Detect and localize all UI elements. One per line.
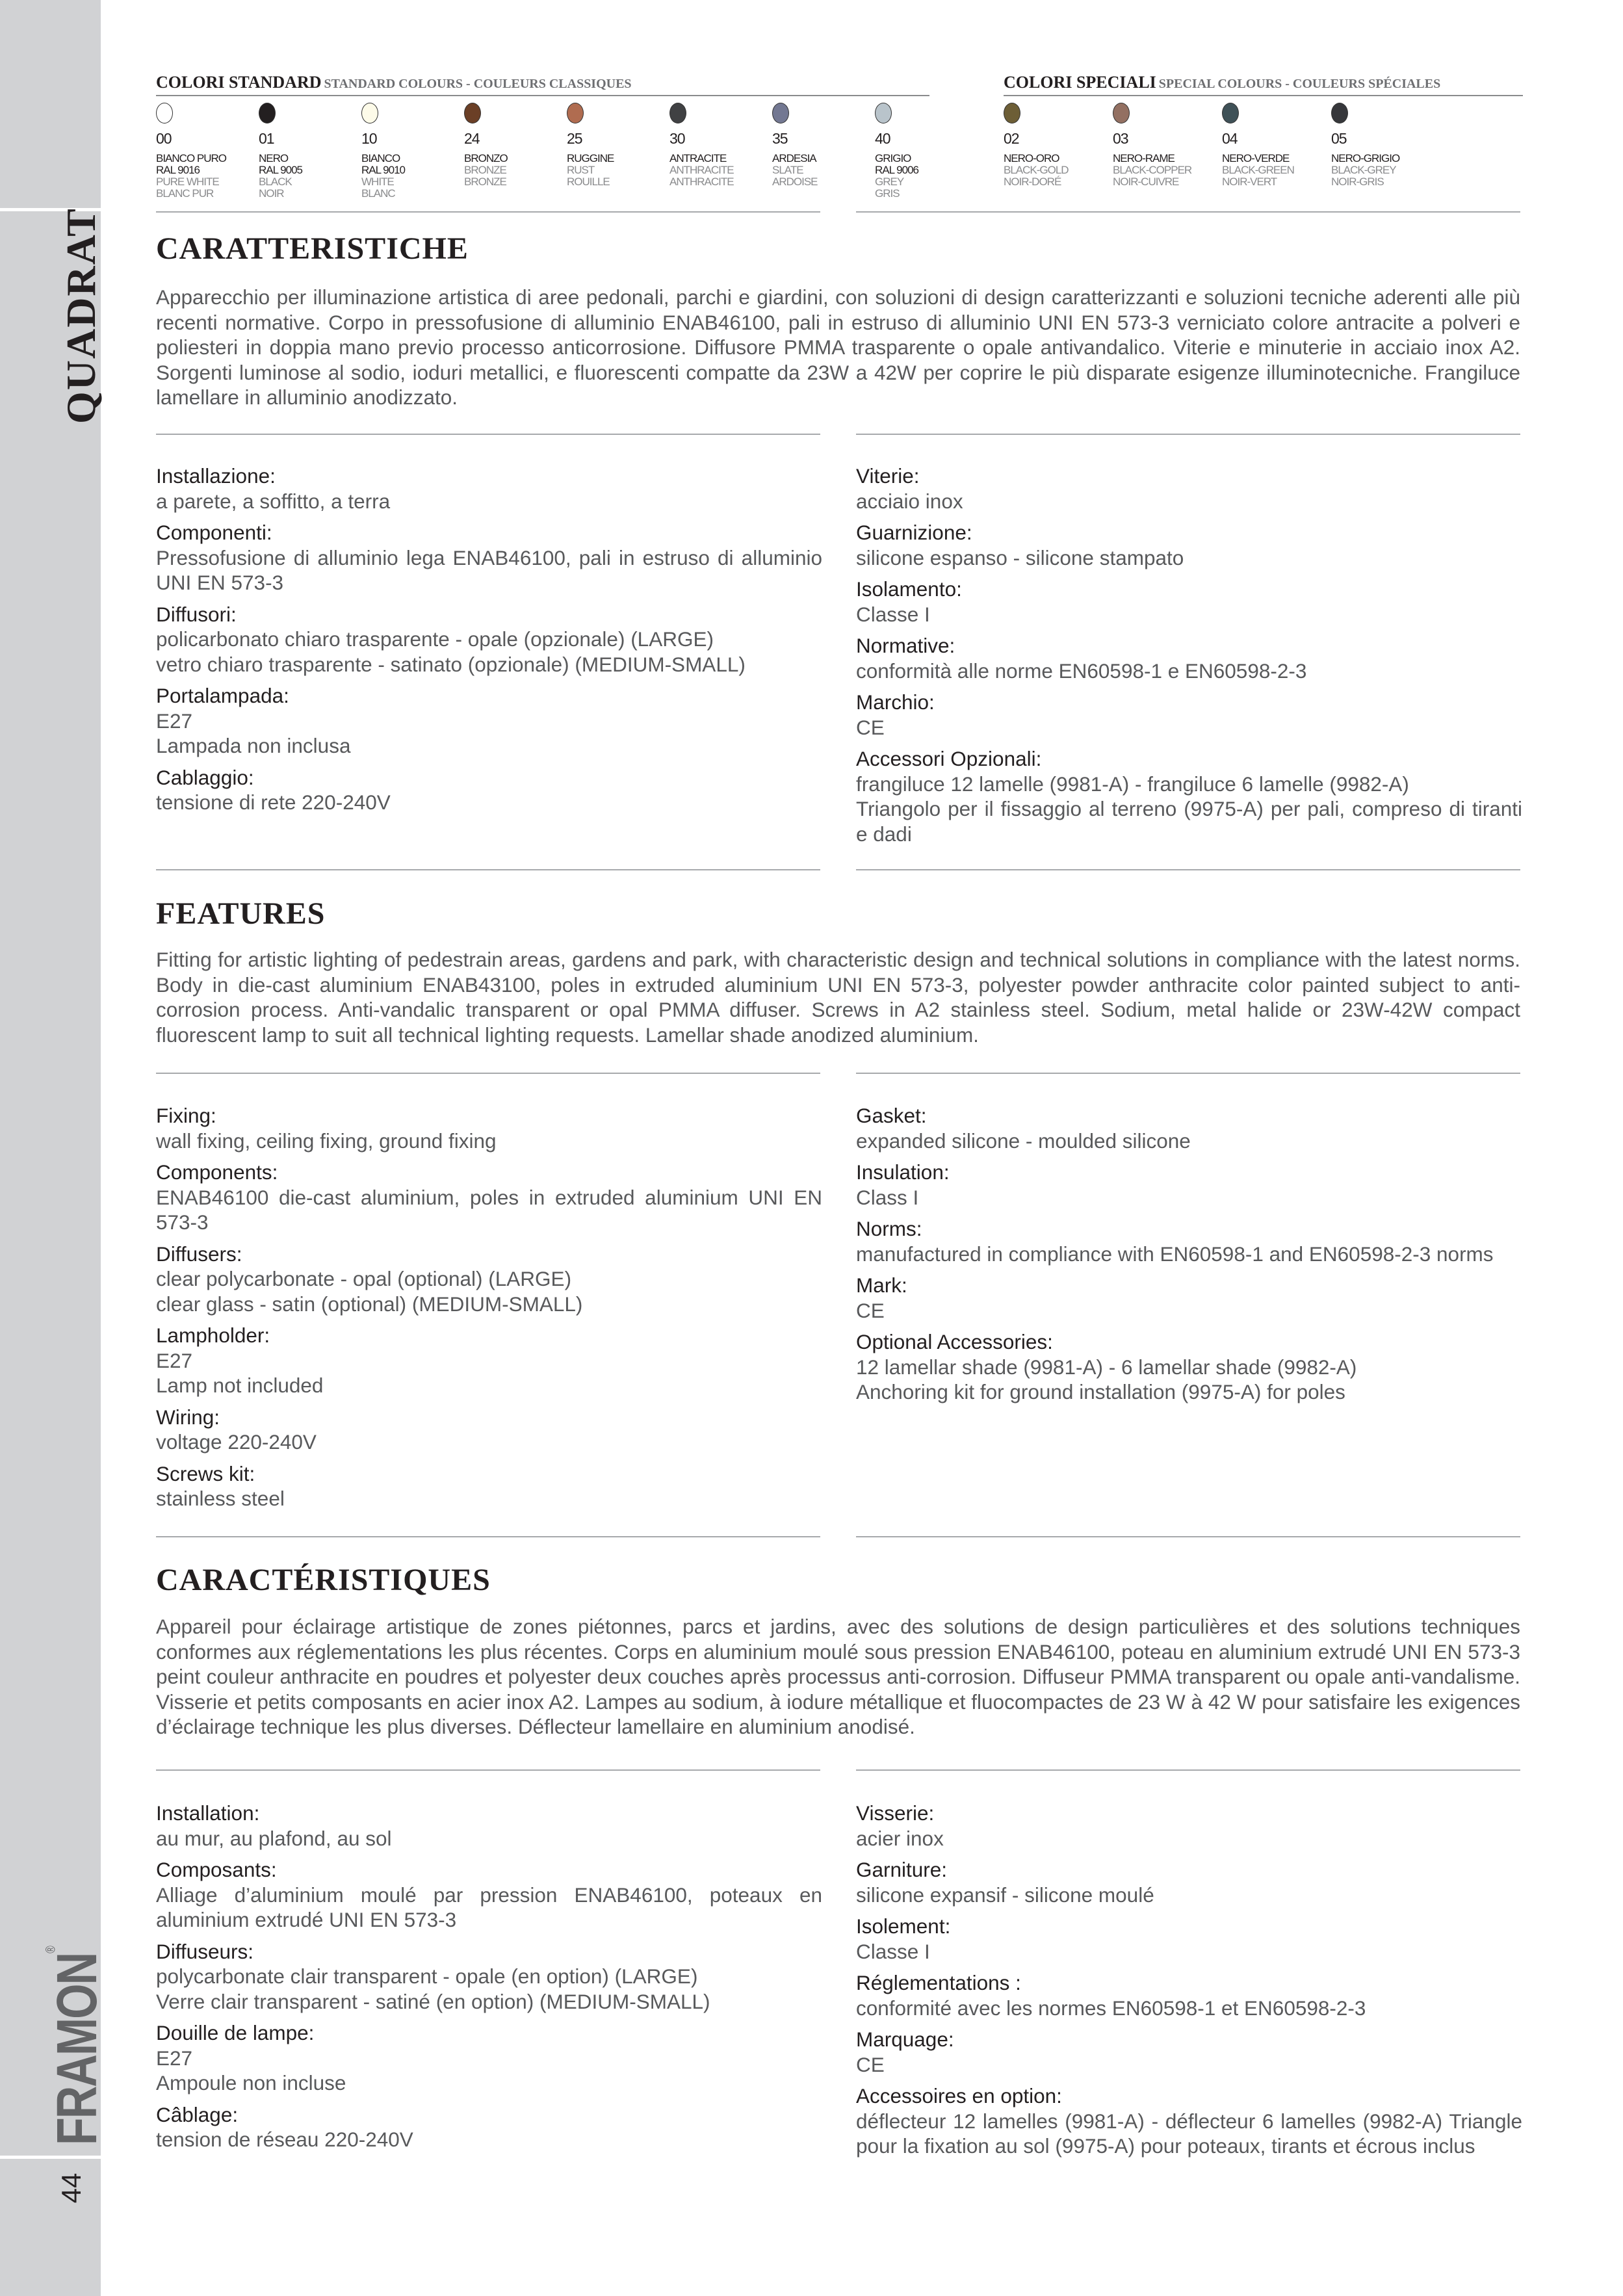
spec-value: stainless steel	[156, 1487, 285, 1510]
spec-value: Triangolo per il fissaggio al terreno (9975-A) per pali, compreso di tiranti e dadi	[856, 797, 1522, 846]
spec-item	[156, 1242, 822, 1317]
colour-code: 00	[156, 130, 172, 147]
colour-swatch	[259, 103, 356, 200]
spec-label: Mark:	[856, 1273, 907, 1297]
spec-value: Ampoule non incluse	[156, 2071, 346, 2094]
colour-name	[1331, 153, 1429, 188]
colour-swatch	[1113, 103, 1210, 188]
spec-value: E27	[156, 709, 193, 733]
spec-label: Visserie:	[856, 1801, 935, 1825]
colour-translation-line: BRONZE	[464, 164, 506, 176]
colour-name	[1004, 153, 1101, 188]
colour-translation-line: BLACK-COPPER	[1113, 164, 1192, 176]
spec-value: expanded silicone - moulded silicone	[856, 1128, 1191, 1153]
colour-name	[259, 153, 356, 200]
colour-translation-line: BLACK-GREEN	[1222, 164, 1294, 176]
divider	[156, 1536, 820, 1537]
colour-dot	[1331, 103, 1348, 124]
spec-item	[856, 2027, 1522, 2077]
spec-label: Composants:	[156, 1858, 277, 1881]
spec-value: conformità alle norme EN60598-1 e EN60598-2-3	[856, 659, 1307, 683]
colour-code: 01	[259, 130, 274, 147]
spec-label: Insulation:	[856, 1160, 950, 1184]
spec-column-right	[856, 1103, 1522, 1411]
spec-item	[156, 1160, 822, 1235]
colour-translation-line: BLANC PUR	[156, 187, 214, 200]
spec-value: policarbonato chiaro trasparente - opale (opzionale) (LARGE)	[156, 627, 714, 651]
colour-translation-line: NOIR-GRIS	[1331, 176, 1384, 188]
colour-translation-line: ANTHRACITE	[669, 176, 734, 188]
spec-item	[156, 2020, 822, 2096]
header-rule	[156, 95, 929, 96]
spec-item	[156, 2102, 822, 2152]
spec-value: conformité avec les normes EN60598-1 et EN60598-2-3	[856, 1996, 1366, 2020]
colour-name-line: RAL 9016	[156, 164, 200, 176]
colour-swatch	[1331, 103, 1429, 188]
spec-item	[856, 1273, 1522, 1323]
spec-label: Optional Accessories:	[856, 1330, 1053, 1353]
colour-swatch	[669, 103, 767, 188]
spec-column-right	[856, 463, 1522, 853]
spec-value: a parete, a soffitto, a terra	[156, 489, 391, 513]
colour-name-line: RUGGINE	[567, 152, 614, 164]
sidebar	[0, 0, 109, 2296]
colour-dot	[875, 103, 892, 124]
colour-code: 40	[875, 130, 890, 147]
colour-swatch	[361, 103, 459, 200]
spec-value: Anchoring kit for ground installation (9975-A) for poles	[856, 1380, 1345, 1403]
colour-name-line: ARDESIA	[772, 152, 816, 164]
spec-value: silicone expansif - silicone moulé	[856, 1883, 1154, 1907]
colour-translation-line: ROUILLE	[567, 176, 610, 188]
divider	[856, 1536, 1520, 1537]
spec-item	[856, 1914, 1522, 1964]
colour-translation-line: ANTHRACITE	[669, 164, 734, 176]
colour-code: 04	[1222, 130, 1238, 147]
section-description: Apparecchio per illuminazione artistica di aree pedonali, parchi e giardini, con soluzioni di design caratterizzanti e soluzioni tecniche aderenti alle più recenti normative. Corpo in pressofusione di alluminio ENAB46100, pali in estruso di alluminio UNI EN 573-3 verniciato colore antracite a polveri e poliesteri in doppia mano previo processo anticorrosione. Diffusore PMMA trasparente o opale antivandalico. Viterie e minuterie in acciaio inox A2. Sorgenti luminose al sodio, ioduri metallici, e fluorescenti compatte da 23W a 42W per coprire le più disparate esigenze illuminotecniche. Frangiluce lamellare in alluminio anodizzato.	[156, 285, 1520, 409]
spec-label: Componenti:	[156, 521, 272, 544]
colour-name-line: ANTRACITE	[669, 152, 727, 164]
colour-name-line: NERO-RAME	[1113, 152, 1175, 164]
divider	[156, 1073, 820, 1074]
colour-code: 30	[669, 130, 685, 147]
header-rule	[1004, 95, 1523, 96]
colour-translation-line: BLACK-GREY	[1331, 164, 1396, 176]
sidebar-divider	[0, 2156, 101, 2159]
spec-value: déflecteur 12 lamelles (9981-A) - déflecteur 6 lamelles (9982-A) Triangle pour la fixation au sol (9975-A) pour poteaux, tirants et écrous inclus	[856, 2109, 1522, 2158]
spec-value: polycarbonate clair transparent - opale (en option) (LARGE)	[156, 1964, 698, 1988]
spec-label: Installation:	[156, 1801, 260, 1825]
spec-label: Diffusers:	[156, 1242, 242, 1266]
spec-value: tension de réseau 220-240V	[156, 2128, 413, 2151]
spec-label: Marchio:	[856, 690, 935, 714]
spec-value: Class I	[856, 1185, 919, 1209]
spec-item	[856, 463, 1522, 514]
colour-name-line: BIANCO	[361, 152, 400, 164]
spec-value: ENAB46100 die-cast aluminium, poles in extruded aluminium UNI EN 573-3	[156, 1185, 822, 1234]
spec-item	[856, 746, 1522, 846]
spec-item	[856, 1216, 1522, 1266]
divider	[156, 1769, 820, 1771]
section-description: Fitting for artistic lighting of pedestrain areas, gardens and park, with characteristic design and technical solutions in compliance with the latest norms. Body in die-cast aluminium ENAB43100, poles in extruded aluminium UNI EN 573-3, polyester powder anthracite color painted subject to anti-corrosion process. Anti-vandalic transparent or opal PMMA diffuser. Screws in A2 stainless steel. Sodium, metal halide or 23W-42W compact fluorescent lamp to suit all technical lighting requests. Lamellar shade anodized aluminium.	[156, 948, 1520, 1047]
colour-translation-line: PURE WHITE	[156, 176, 219, 188]
spec-item	[156, 463, 822, 514]
standard-colours-subtitle: STANDARD COLOURS - COULEURS CLASSIQUES	[324, 77, 632, 91]
colour-name-line: NERO	[259, 152, 289, 164]
spec-label: Diffusori:	[156, 602, 237, 626]
colour-name	[156, 153, 253, 200]
colour-code: 05	[1331, 130, 1347, 147]
colour-dot	[567, 103, 584, 124]
colour-name	[669, 153, 767, 188]
spec-item	[156, 1939, 822, 2015]
colour-dot	[464, 103, 481, 124]
spec-label: Normative:	[856, 634, 955, 657]
divider	[156, 434, 820, 435]
spec-label: Diffuseurs:	[156, 1939, 253, 1963]
colour-name	[567, 153, 664, 188]
divider	[156, 869, 820, 870]
spec-value: Classe I	[856, 602, 930, 626]
colour-name	[361, 153, 459, 200]
colour-translation-line: BRONZE	[464, 176, 506, 188]
colour-dot	[1004, 103, 1020, 124]
spec-value: manufactured in compliance with EN60598-1 and EN60598-2-3 norms	[856, 1242, 1494, 1266]
colour-translation-line: NOIR-CUIVRE	[1113, 176, 1179, 188]
spec-column-right	[856, 1801, 1522, 2165]
spec-column-left	[156, 463, 822, 822]
spec-label: Accessori Opzionali:	[856, 747, 1042, 770]
spec-value: E27	[156, 2046, 193, 2070]
colour-code: 24	[464, 130, 480, 147]
spec-item	[856, 2083, 1522, 2159]
spec-value: Lamp not included	[156, 1374, 324, 1397]
standard-colours-title: COLORI STANDARD	[156, 73, 322, 92]
spec-label: Garniture:	[856, 1858, 948, 1881]
colour-translation-line: NOIR	[259, 187, 284, 200]
spec-item	[856, 1857, 1522, 1907]
spec-value: tensione di rete 220-240V	[156, 790, 391, 814]
colour-translation-line: GRIS	[875, 187, 900, 200]
spec-value: acier inox	[856, 1826, 944, 1850]
colour-name-line: GRIGIO	[875, 152, 911, 164]
spec-value: frangiluce 12 lamelle (9981-A) - frangiluce 6 lamelle (9982-A)	[856, 772, 1409, 796]
divider	[856, 434, 1520, 435]
colour-name-line: RAL 9006	[875, 164, 918, 176]
spec-label: Isolement:	[856, 1914, 951, 1938]
section-heading: FEATURES	[156, 896, 326, 931]
spec-item	[156, 1323, 822, 1398]
special-colours-header	[1004, 73, 1440, 92]
colour-swatch	[875, 103, 972, 200]
colour-name-line: RAL 9010	[361, 164, 405, 176]
spec-label: Gasket:	[856, 1104, 927, 1127]
spec-label: Portalampada:	[156, 684, 289, 707]
colour-translation-line: BLACK-GOLD	[1004, 164, 1069, 176]
framon-logo	[44, 1947, 109, 2145]
colour-swatch	[772, 103, 870, 188]
colour-name	[875, 153, 972, 200]
colour-code: 25	[567, 130, 582, 147]
special-colours-title: COLORI SPECIALI	[1004, 73, 1156, 92]
spec-item	[156, 683, 822, 759]
colour-name	[1113, 153, 1210, 188]
colour-swatch	[1222, 103, 1319, 188]
spec-label: Installazione:	[156, 464, 276, 488]
colour-swatch	[567, 103, 664, 188]
colour-name	[464, 153, 562, 188]
spec-item	[856, 633, 1522, 683]
spec-value: wall fixing, ceiling fixing, ground fixing	[156, 1128, 497, 1153]
registered-mark: ®	[44, 1947, 58, 1953]
standard-colours-header	[156, 73, 632, 92]
spec-item	[156, 602, 822, 677]
spec-item	[856, 1970, 1522, 2020]
colour-name-line: BRONZO	[464, 152, 508, 164]
spec-value: CE	[856, 2052, 885, 2076]
product-name: QUADRAT	[58, 207, 104, 424]
spec-item	[156, 1103, 822, 1153]
section-description: Appareil pour éclairage artistique de zones piétonnes, parcs et jardins, avec des solutions de design particulières et des solutions techniques conformes aux réglementations les plus récentes. Corps en aluminium moulé sous pression ENAB46100, poteau en aluminium extrudé UNI EN 573-3 peint couleur anthracite en poudres et polyester deux couches après processus anti-corrosion. Diffuseur PMMA transparent ou opale anti-vandalisme. Visserie et petits composants en acier inox A2. Lampes au sodium, à iodure métallique et fluocompactes de 23 W à 42 W pour satisfaire les exigences d’éclairage technique les plus diverses. Déflecteur lamellaire en aluminium anodisé.	[156, 1615, 1520, 1738]
divider	[856, 1769, 1520, 1771]
spec-label: Isolamento:	[856, 577, 962, 601]
spec-column-left	[156, 1103, 822, 1518]
spec-value: Pressofusione di alluminio lega ENAB46100, pali in estruso di alluminio UNI EN 573-3	[156, 545, 822, 594]
spec-value: clear polycarbonate - opal (optional) (LARGE)	[156, 1267, 572, 1290]
colour-name-line: NERO-ORO	[1004, 152, 1059, 164]
divider	[156, 211, 820, 213]
spec-value: 12 lamellar shade (9981-A) - 6 lamellar shade (9982-A)	[856, 1355, 1357, 1379]
colour-name-line: BIANCO PURO	[156, 152, 227, 164]
spec-label: Guarnizione:	[856, 521, 972, 544]
colour-code: 03	[1113, 130, 1128, 147]
page-number: 44	[56, 2172, 86, 2204]
spec-item	[856, 1103, 1522, 1153]
spec-item	[156, 1801, 822, 1851]
section-heading: CARACTÉRISTIQUES	[156, 1563, 491, 1597]
colour-code: 02	[1004, 130, 1019, 147]
spec-item	[856, 1329, 1522, 1405]
spec-item	[856, 1801, 1522, 1851]
colour-name-line: NERO-VERDE	[1222, 152, 1290, 164]
spec-value: E27	[156, 1348, 193, 1372]
colour-dot	[361, 103, 378, 124]
spec-label: Wiring:	[156, 1405, 220, 1429]
spec-item	[156, 1461, 822, 1511]
colour-code: 35	[772, 130, 788, 147]
colour-translation-line: BLANC	[361, 187, 395, 200]
spec-value: Classe I	[856, 1939, 930, 1963]
colour-swatch	[464, 103, 562, 188]
spec-label: Câblage:	[156, 2102, 239, 2126]
colour-dot	[772, 103, 789, 124]
spec-label: Cablaggio:	[156, 765, 254, 789]
colour-name	[1222, 153, 1319, 188]
spec-item	[156, 520, 822, 595]
spec-item	[156, 1405, 822, 1455]
colour-name-line: RAL 9005	[259, 164, 302, 176]
spec-value: voltage 220-240V	[156, 1430, 317, 1454]
spec-label: Screws kit:	[156, 1461, 255, 1485]
colour-translation-line: SLATE	[772, 164, 803, 176]
colour-name	[772, 153, 870, 188]
brand-name: FRAMON	[45, 1953, 109, 2145]
spec-column-left	[156, 1801, 822, 2159]
colour-translation-line: NOIR-DORÉ	[1004, 176, 1061, 188]
spec-item	[156, 1857, 822, 1933]
spec-value: CE	[856, 1298, 885, 1322]
spec-label: Lampholder:	[156, 1324, 270, 1347]
spec-item	[856, 520, 1522, 570]
spec-value: au mur, au plafond, au sol	[156, 1826, 392, 1850]
spec-value: Lampada non inclusa	[156, 734, 351, 757]
divider	[856, 869, 1520, 870]
spec-item	[856, 1160, 1522, 1210]
colour-dot	[1113, 103, 1130, 124]
colour-translation-line: RUST	[567, 164, 595, 176]
colour-dot	[156, 103, 173, 124]
colour-translation-line: BLACK	[259, 176, 292, 188]
colour-name-line: NERO-GRIGIO	[1331, 152, 1400, 164]
spec-label: Norms:	[856, 1217, 922, 1240]
spec-value: clear glass - satin (optional) (MEDIUM-SMALL)	[156, 1292, 583, 1316]
spec-item	[856, 577, 1522, 627]
spec-item	[156, 765, 822, 815]
spec-value: vetro chiaro trasparente - satinato (opzionale) (MEDIUM-SMALL)	[156, 652, 746, 676]
colour-dot	[1222, 103, 1239, 124]
spec-value: acciaio inox	[856, 489, 963, 513]
colour-translation-line: NOIR-VERT	[1222, 176, 1277, 188]
spec-value: Verre clair transparent - satiné (en option) (MEDIUM-SMALL)	[156, 1989, 710, 2013]
colour-swatch	[156, 103, 253, 200]
spec-label: Fixing:	[156, 1104, 216, 1127]
special-colours-subtitle: SPECIAL COLOURS - COULEURS SPÉCIALES	[1158, 77, 1441, 91]
spec-label: Marquage:	[856, 2028, 954, 2051]
colour-dot	[259, 103, 276, 124]
colour-translation-line: WHITE	[361, 176, 394, 188]
spec-label: Réglementations :	[856, 1971, 1021, 1994]
spec-value: CE	[856, 715, 885, 739]
divider	[856, 211, 1520, 213]
spec-value: Alliage d’aluminium moulé par pression ENAB46100, poteaux en aluminium extrudé UNI EN 573-3	[156, 1883, 822, 1931]
spec-label: Douille de lampe:	[156, 2021, 315, 2044]
colour-code: 10	[361, 130, 377, 147]
colour-swatch	[1004, 103, 1101, 188]
spec-value: silicone espanso - silicone stampato	[856, 545, 1184, 569]
section-heading: CARATTERISTICHE	[156, 231, 469, 266]
spec-item	[856, 690, 1522, 740]
colour-translation-line: GREY	[875, 176, 904, 188]
divider	[856, 1073, 1520, 1074]
spec-label: Components:	[156, 1160, 278, 1184]
colour-translation-line: ARDOISE	[772, 176, 818, 188]
colour-dot	[669, 103, 686, 124]
spec-label: Accessoires en option:	[856, 2084, 1062, 2107]
spec-label: Viterie:	[856, 464, 920, 488]
